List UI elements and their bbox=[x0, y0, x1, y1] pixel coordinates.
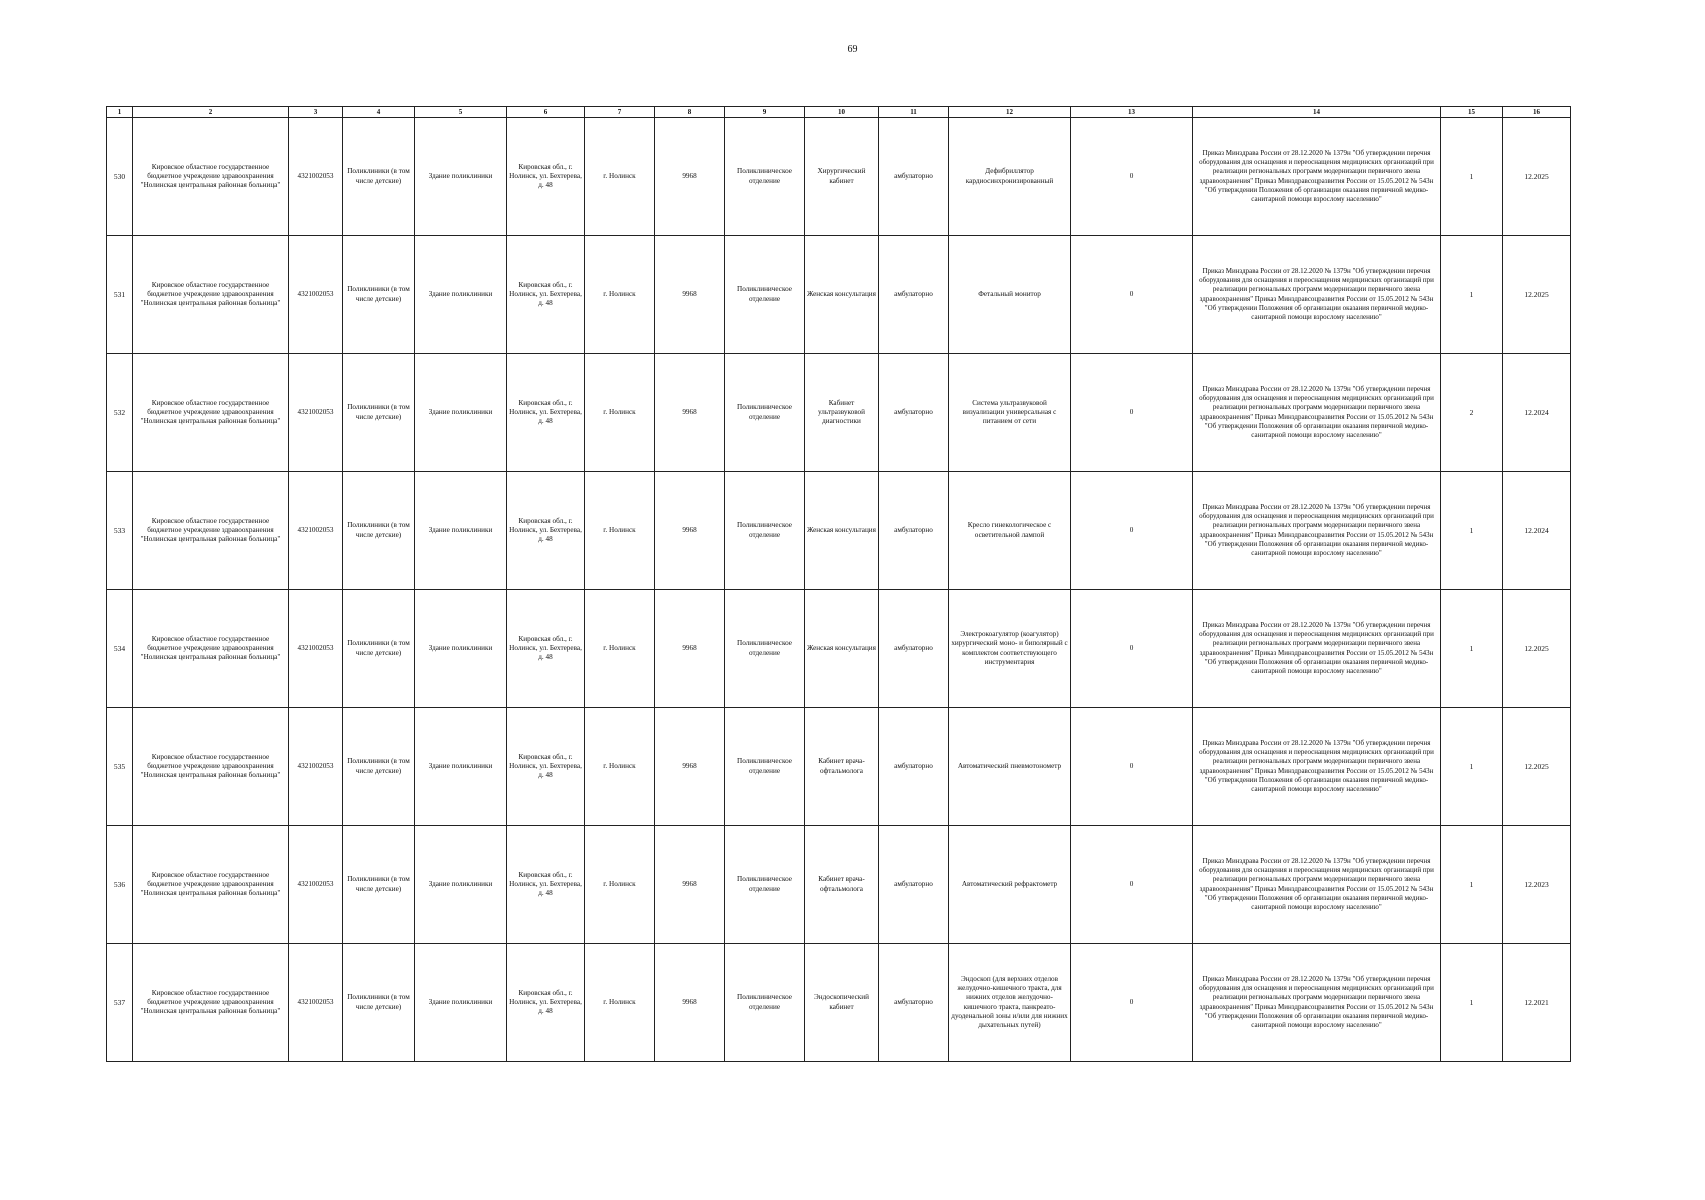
page-number: 69 bbox=[847, 44, 858, 55]
table-cell-col-5: Здание поликлиники bbox=[415, 118, 507, 236]
table-cell-col-9: Поликлиническое отделение bbox=[725, 708, 805, 826]
column-header-2: 2 bbox=[133, 107, 289, 118]
column-header-1: 1 bbox=[107, 107, 133, 118]
table-cell-col-9: Поликлиническое отделение bbox=[725, 590, 805, 708]
table-cell-col-15: 1 bbox=[1441, 826, 1503, 944]
table-cell-col-2: Кировское областное государственное бюджетное учреждение здравоохранения "Нолинская центральная районная больница" bbox=[133, 590, 289, 708]
table-cell-col-13: 0 bbox=[1071, 236, 1193, 354]
table-cell-col-14: Приказ Минздрава России от 28.12.2020 № 1379н "Об утверждении перечня оборудования для оснащения и переоснащения медицинских организаций при реализации региональных программ модернизации первичного звена здравоохранения" Приказ Минздравсоцразвития России от 15.05.2012 № 543н "Об утверждении Положения об организации оказания первичной медико-санитарной помощи взрослому населению" bbox=[1193, 236, 1441, 354]
table-row bbox=[107, 472, 1571, 590]
table-cell-col-14: Приказ Минздрава России от 28.12.2020 № 1379н "Об утверждении перечня оборудования для оснащения и переоснащения медицинских организаций при реализации региональных программ модернизации первичного звена здравоохранения" Приказ Минздравсоцразвития России от 15.05.2012 № 543н "Об утверждении Положения об организации оказания первичной медико-санитарной помощи взрослому населению" bbox=[1193, 118, 1441, 236]
table-cell-col-14: Приказ Минздрава России от 28.12.2020 № 1379н "Об утверждении перечня оборудования для оснащения и переоснащения медицинских организаций при реализации региональных программ модернизации первичного звена здравоохранения" Приказ Минздравсоцразвития России от 15.05.2012 № 543н "Об утверждении Положения об организации оказания первичной медико-санитарной помощи взрослому населению" bbox=[1193, 590, 1441, 708]
table-cell-col-6: Кировская обл., г. Нолинск, ул. Бехтерева, д. 48 bbox=[507, 472, 585, 590]
table-cell-col-3: 4321002053 bbox=[289, 826, 343, 944]
table-row bbox=[107, 826, 1571, 944]
table-row bbox=[107, 354, 1571, 472]
table-cell-col-15: 2 bbox=[1441, 354, 1503, 472]
table-cell-col-7: г. Нолинск bbox=[585, 118, 655, 236]
table-cell-col-15: 1 bbox=[1441, 944, 1503, 1062]
table-cell-col-8: 9968 bbox=[655, 118, 725, 236]
table-cell-col-9: Поликлиническое отделение bbox=[725, 118, 805, 236]
table-cell-col-16: 12.2024 bbox=[1503, 354, 1571, 472]
table-cell-col-11: амбулаторно bbox=[879, 118, 949, 236]
column-header-11: 11 bbox=[879, 107, 949, 118]
table-cell-col-16: 12.2024 bbox=[1503, 472, 1571, 590]
table-cell-col-13: 0 bbox=[1071, 472, 1193, 590]
table-cell-col-1: 537 bbox=[107, 944, 133, 1062]
table-cell-col-3: 4321002053 bbox=[289, 354, 343, 472]
table-cell-col-1: 531 bbox=[107, 236, 133, 354]
table-cell-col-13: 0 bbox=[1071, 590, 1193, 708]
column-header-8: 8 bbox=[655, 107, 725, 118]
table-cell-col-9: Поликлиническое отделение bbox=[725, 472, 805, 590]
table-cell-col-9: Поликлиническое отделение bbox=[725, 236, 805, 354]
table-cell-col-16: 12.2025 bbox=[1503, 708, 1571, 826]
table-row bbox=[107, 708, 1571, 826]
column-header-7: 7 bbox=[585, 107, 655, 118]
table-cell-col-11: амбулаторно bbox=[879, 590, 949, 708]
table-cell-col-1: 536 bbox=[107, 826, 133, 944]
table-cell-col-4: Поликлиники (в том числе детские) bbox=[343, 472, 415, 590]
table-cell-col-1: 532 bbox=[107, 354, 133, 472]
table-cell-col-16: 12.2025 bbox=[1503, 590, 1571, 708]
table-cell-col-8: 9968 bbox=[655, 826, 725, 944]
table-cell-col-6: Кировская обл., г. Нолинск, ул. Бехтерева, д. 48 bbox=[507, 354, 585, 472]
column-header-14: 14 bbox=[1193, 107, 1441, 118]
table-cell-col-3: 4321002053 bbox=[289, 708, 343, 826]
table-cell-col-11: амбулаторно bbox=[879, 354, 949, 472]
table-cell-col-13: 0 bbox=[1071, 354, 1193, 472]
table-cell-col-2: Кировское областное государственное бюджетное учреждение здравоохранения "Нолинская центральная районная больница" bbox=[133, 118, 289, 236]
table-cell-col-11: амбулаторно bbox=[879, 708, 949, 826]
table-cell-col-16: 12.2023 bbox=[1503, 826, 1571, 944]
column-header-6: 6 bbox=[507, 107, 585, 118]
table-cell-col-10: Кабинет ультразвуковой диагностики bbox=[805, 354, 879, 472]
table-cell-col-8: 9968 bbox=[655, 944, 725, 1062]
table-cell-col-12: Кресло гинекологическое с осветительной лампой bbox=[949, 472, 1071, 590]
table-cell-col-6: Кировская обл., г. Нолинск, ул. Бехтерева, д. 48 bbox=[507, 236, 585, 354]
table-cell-col-12: Автоматический рефрактометр bbox=[949, 826, 1071, 944]
table-cell-col-1: 533 bbox=[107, 472, 133, 590]
table-cell-col-1: 530 bbox=[107, 118, 133, 236]
table-cell-col-8: 9968 bbox=[655, 708, 725, 826]
table-cell-col-14: Приказ Минздрава России от 28.12.2020 № 1379н "Об утверждении перечня оборудования для оснащения и переоснащения медицинских организаций при реализации региональных программ модернизации первичного звена здравоохранения" Приказ Минздравсоцразвития России от 15.05.2012 № 543н "Об утверждении Положения об организации оказания первичной медико-санитарной помощи взрослому населению" bbox=[1193, 472, 1441, 590]
table-cell-col-10: Женская консультация bbox=[805, 236, 879, 354]
table-cell-col-10: Эндоскопический кабинет bbox=[805, 944, 879, 1062]
table-cell-col-8: 9968 bbox=[655, 236, 725, 354]
table-cell-col-4: Поликлиники (в том числе детские) bbox=[343, 944, 415, 1062]
table-row bbox=[107, 236, 1571, 354]
table-cell-col-7: г. Нолинск bbox=[585, 590, 655, 708]
table-cell-col-7: г. Нолинск bbox=[585, 826, 655, 944]
table-cell-col-3: 4321002053 bbox=[289, 236, 343, 354]
table-row bbox=[107, 118, 1571, 236]
table-cell-col-5: Здание поликлиники bbox=[415, 708, 507, 826]
table-cell-col-10: Женская консультация bbox=[805, 472, 879, 590]
table-cell-col-2: Кировское областное государственное бюджетное учреждение здравоохранения "Нолинская центральная районная больница" bbox=[133, 944, 289, 1062]
table-cell-col-4: Поликлиники (в том числе детские) bbox=[343, 708, 415, 826]
table-cell-col-5: Здание поликлиники bbox=[415, 944, 507, 1062]
table-cell-col-11: амбулаторно bbox=[879, 472, 949, 590]
table-cell-col-4: Поликлиники (в том числе детские) bbox=[343, 590, 415, 708]
table-cell-col-12: Фетальный монитор bbox=[949, 236, 1071, 354]
equipment-table bbox=[106, 106, 1571, 1062]
table-cell-col-15: 1 bbox=[1441, 590, 1503, 708]
table-cell-col-12: Система ультразвуковой визуализации универсальная с питанием от сети bbox=[949, 354, 1071, 472]
table-cell-col-9: Поликлиническое отделение bbox=[725, 826, 805, 944]
table-cell-col-4: Поликлиники (в том числе детские) bbox=[343, 118, 415, 236]
table-cell-col-12: Электрокоагулятор (коагулятор) хирургический моно- и биполярный с комплектом соответствующего инструментария bbox=[949, 590, 1071, 708]
table-cell-col-5: Здание поликлиники bbox=[415, 826, 507, 944]
table-cell-col-7: г. Нолинск bbox=[585, 472, 655, 590]
table-cell-col-2: Кировское областное государственное бюджетное учреждение здравоохранения "Нолинская центральная районная больница" bbox=[133, 826, 289, 944]
table-cell-col-5: Здание поликлиники bbox=[415, 590, 507, 708]
table-cell-col-14: Приказ Минздрава России от 28.12.2020 № 1379н "Об утверждении перечня оборудования для оснащения и переоснащения медицинских организаций при реализации региональных программ модернизации первичного звена здравоохранения" Приказ Минздравсоцразвития России от 15.05.2012 № 543н "Об утверждении Положения об организации оказания первичной медико-санитарной помощи взрослому населению" bbox=[1193, 944, 1441, 1062]
table-cell-col-3: 4321002053 bbox=[289, 472, 343, 590]
table-cell-col-2: Кировское областное государственное бюджетное учреждение здравоохранения "Нолинская центральная районная больница" bbox=[133, 472, 289, 590]
table-cell-col-8: 9968 bbox=[655, 590, 725, 708]
table-row bbox=[107, 944, 1571, 1062]
table-cell-col-15: 1 bbox=[1441, 472, 1503, 590]
column-header-12: 12 bbox=[949, 107, 1071, 118]
table-cell-col-13: 0 bbox=[1071, 708, 1193, 826]
table-cell-col-10: Кабинет врача-офтальмолога bbox=[805, 826, 879, 944]
table-cell-col-6: Кировская обл., г. Нолинск, ул. Бехтерева, д. 48 bbox=[507, 708, 585, 826]
table-cell-col-2: Кировское областное государственное бюджетное учреждение здравоохранения "Нолинская центральная районная больница" bbox=[133, 354, 289, 472]
column-header-16: 16 bbox=[1503, 107, 1571, 118]
table-cell-col-11: амбулаторно bbox=[879, 236, 949, 354]
table-cell-col-9: Поликлиническое отделение bbox=[725, 354, 805, 472]
table-cell-col-3: 4321002053 bbox=[289, 944, 343, 1062]
table-cell-col-2: Кировское областное государственное бюджетное учреждение здравоохранения "Нолинская центральная районная больница" bbox=[133, 236, 289, 354]
table-cell-col-6: Кировская обл., г. Нолинск, ул. Бехтерева, д. 48 bbox=[507, 826, 585, 944]
table-cell-col-2: Кировское областное государственное бюджетное учреждение здравоохранения "Нолинская центральная районная больница" bbox=[133, 708, 289, 826]
table-cell-col-11: амбулаторно bbox=[879, 826, 949, 944]
table-cell-col-7: г. Нолинск bbox=[585, 236, 655, 354]
column-header-10: 10 bbox=[805, 107, 879, 118]
table-cell-col-1: 534 bbox=[107, 590, 133, 708]
column-header-9: 9 bbox=[725, 107, 805, 118]
column-header-5: 5 bbox=[415, 107, 507, 118]
table-cell-col-8: 9968 bbox=[655, 472, 725, 590]
table-cell-col-15: 1 bbox=[1441, 118, 1503, 236]
table-cell-col-13: 0 bbox=[1071, 944, 1193, 1062]
column-header-3: 3 bbox=[289, 107, 343, 118]
column-header-15: 15 bbox=[1441, 107, 1503, 118]
table-cell-col-15: 1 bbox=[1441, 236, 1503, 354]
table-cell-col-10: Хирургический кабинет bbox=[805, 118, 879, 236]
column-header-13: 13 bbox=[1071, 107, 1193, 118]
table-cell-col-14: Приказ Минздрава России от 28.12.2020 № 1379н "Об утверждении перечня оборудования для оснащения и переоснащения медицинских организаций при реализации региональных программ модернизации первичного звена здравоохранения" Приказ Минздравсоцразвития России от 15.05.2012 № 543н "Об утверждении Положения об организации оказания первичной медико-санитарной помощи взрослому населению" bbox=[1193, 708, 1441, 826]
table-cell-col-5: Здание поликлиники bbox=[415, 236, 507, 354]
table-cell-col-4: Поликлиники (в том числе детские) bbox=[343, 354, 415, 472]
table-cell-col-16: 12.2025 bbox=[1503, 118, 1571, 236]
table-cell-col-10: Кабинет врача-офтальмолога bbox=[805, 708, 879, 826]
table-cell-col-6: Кировская обл., г. Нолинск, ул. Бехтерева, д. 48 bbox=[507, 118, 585, 236]
table-cell-col-10: Женская консультация bbox=[805, 590, 879, 708]
table-cell-col-4: Поликлиники (в том числе детские) bbox=[343, 236, 415, 354]
table-cell-col-15: 1 bbox=[1441, 708, 1503, 826]
table-cell-col-5: Здание поликлиники bbox=[415, 354, 507, 472]
table-cell-col-1: 535 bbox=[107, 708, 133, 826]
table-cell-col-6: Кировская обл., г. Нолинск, ул. Бехтерева, д. 48 bbox=[507, 944, 585, 1062]
table-cell-col-9: Поликлиническое отделение bbox=[725, 944, 805, 1062]
table-cell-col-4: Поликлиники (в том числе детские) bbox=[343, 826, 415, 944]
table-cell-col-12: Эндоскоп (для верхних отделов желудочно-кишечного тракта, для нижних отделов желудочно-кишечного тракта, панкреато-дуоденальной зоны и/или для нижних дыхательных путей) bbox=[949, 944, 1071, 1062]
table-cell-col-7: г. Нолинск bbox=[585, 708, 655, 826]
table-cell-col-11: амбулаторно bbox=[879, 944, 949, 1062]
table-cell-col-8: 9968 bbox=[655, 354, 725, 472]
table-cell-col-14: Приказ Минздрава России от 28.12.2020 № 1379н "Об утверждении перечня оборудования для оснащения и переоснащения медицинских организаций при реализации региональных программ модернизации первичного звена здравоохранения" Приказ Минздравсоцразвития России от 15.05.2012 № 543н "Об утверждении Положения об организации оказания первичной медико-санитарной помощи взрослому населению" bbox=[1193, 826, 1441, 944]
table-cell-col-7: г. Нолинск bbox=[585, 944, 655, 1062]
table-cell-col-6: Кировская обл., г. Нолинск, ул. Бехтерева, д. 48 bbox=[507, 590, 585, 708]
header-row bbox=[107, 107, 1571, 118]
table-cell-col-7: г. Нолинск bbox=[585, 354, 655, 472]
table-cell-col-14: Приказ Минздрава России от 28.12.2020 № 1379н "Об утверждении перечня оборудования для оснащения и переоснащения медицинских организаций при реализации региональных программ модернизации первичного звена здравоохранения" Приказ Минздравсоцразвития России от 15.05.2012 № 543н "Об утверждении Положения об организации оказания первичной медико-санитарной помощи взрослому населению" bbox=[1193, 354, 1441, 472]
table-row bbox=[107, 590, 1571, 708]
table-cell-col-5: Здание поликлиники bbox=[415, 472, 507, 590]
column-header-4: 4 bbox=[343, 107, 415, 118]
table-cell-col-3: 4321002053 bbox=[289, 590, 343, 708]
table-cell-col-3: 4321002053 bbox=[289, 118, 343, 236]
table-cell-col-12: Дефибриллятор кардиосинхронизированный bbox=[949, 118, 1071, 236]
table-cell-col-16: 12.2025 bbox=[1503, 236, 1571, 354]
table-cell-col-16: 12.2021 bbox=[1503, 944, 1571, 1062]
table-cell-col-12: Автоматический пневмотонометр bbox=[949, 708, 1071, 826]
table-cell-col-13: 0 bbox=[1071, 826, 1193, 944]
table-cell-col-13: 0 bbox=[1071, 118, 1193, 236]
